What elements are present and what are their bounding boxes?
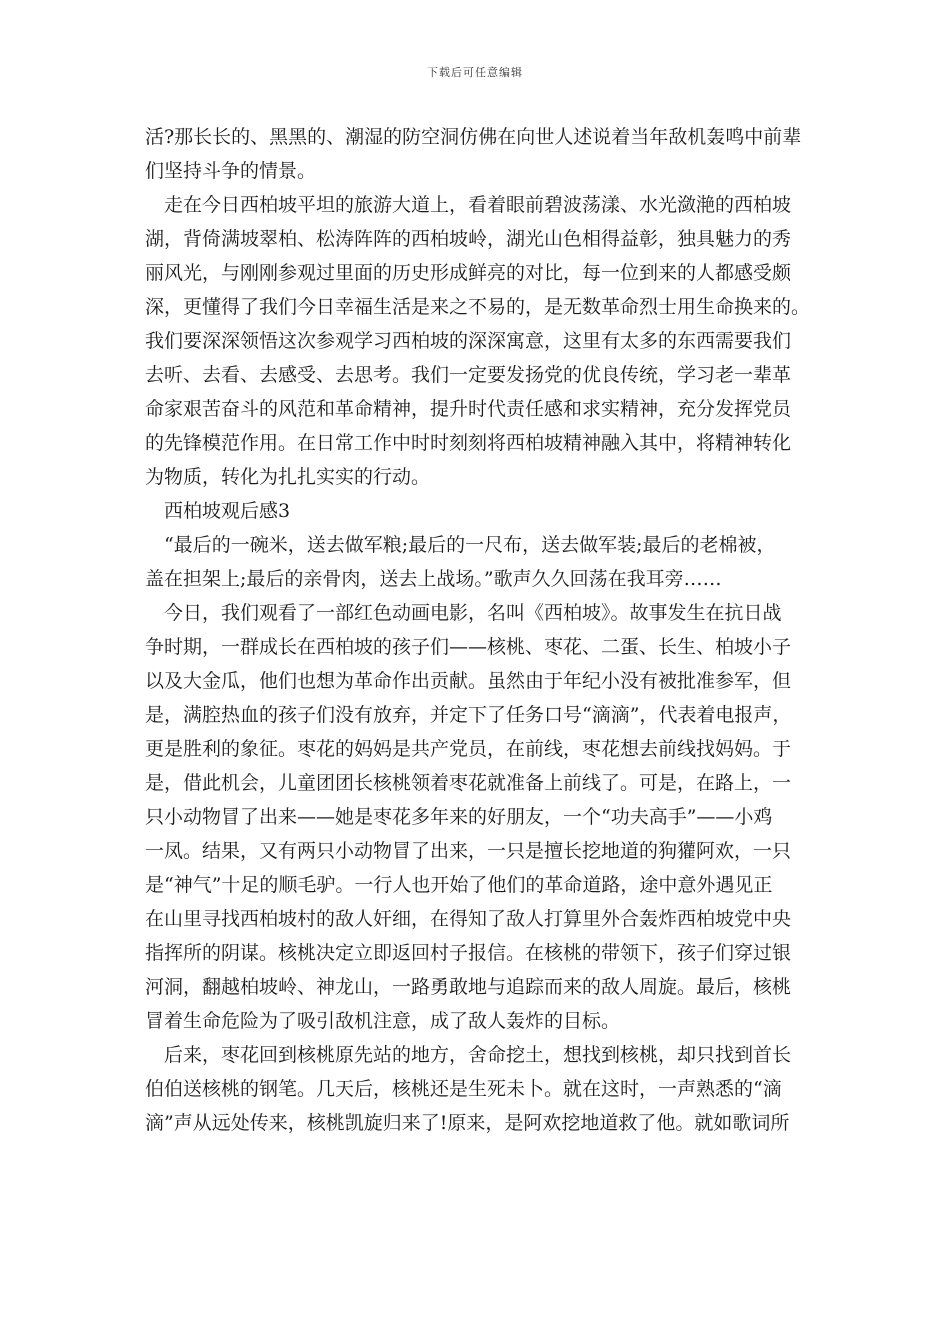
text-line: 冒着生命危险为了吸引敌机注意，成了敌人轰炸的目标。 [145,1010,621,1032]
page-header-note: 下载后可任意编辑 [427,66,523,79]
text-line: 是，借此机会，儿童团团长核桃领着枣花就准备上前线了。可是，在路上，一 [145,772,792,794]
text-line: 们坚持斗争的情景。 [145,160,317,182]
text-line: 走在今日西柏坡平坦的旅游大道上，看着眼前碧波荡漾、水光潋滟的西柏坡 [164,194,792,216]
section-heading: 西柏坡观后感3 [164,500,291,522]
text-line: 是，满腔热血的孩子们没有放弃，并定下了任务口号“滴滴”，代表着电报声， [145,704,792,726]
text-line: 去听、去看、去感受、去思考。我们一定要发扬党的优良传统，学习老一辈革 [145,364,792,386]
text-line: 后来，枣花回到核桃原先站的地方，舍命挖土，想找到核桃，却只找到首长 [164,1044,792,1066]
text-line: 一凤。结果，又有两只小动物冒了出来，一只是擅长挖地道的狗獾阿欢，一只 [145,840,792,862]
text-line: 今日，我们观看了一部红色动画电影，名叫《西柏坡》。故事发生在抗日战 [164,602,782,624]
text-line: “最后的一碗米，送去做军粮;最后的一尺布，送去做军装;最后的老棉被， [164,534,776,556]
text-line: 指挥所的阴谋。核桃决定立即返回村子报信。在核桃的带领下，孩子们穿过银 [145,942,792,964]
text-line: 河洞，翻越柏坡岭、神龙山，一路勇敢地与追踪而来的敌人周旋。最后，核桃 [145,976,792,998]
text-line: 盖在担架上;最后的亲骨肉，送去上战场。”歌声久久回荡在我耳旁…… [145,568,722,590]
text-line: 只小动物冒了出来——她是枣花多年来的好朋友，一个“功夫高手”——小鸡 [145,806,773,828]
text-line: 命家艰苦奋斗的风范和革命精神，提升时代责任感和求实精神，充分发挥党员 [145,398,792,420]
text-line: 争时期，一群成长在西柏坡的孩子们——核桃、枣花、二蛋、长生、柏坡小子 [145,636,792,658]
text-line: 活?那长长的、黑黑的、潮湿的防空洞仿佛在向世人述说着当年敌机轰鸣中前辈 [145,126,802,148]
text-line: 为物质，转化为扎扎实实的行动。 [145,466,431,488]
document-body [145,120,815,1140]
text-line: 以及大金瓜，他们也想为革命作出贡献。虽然由于年纪小没有被批准参军，但 [145,670,792,692]
text-line: 丽风光，与刚刚参观过里面的历史形成鲜亮的对比，每一位到来的人都感受颇 [145,262,792,284]
text-line: 的先锋模范作用。在日常工作中时时刻刻将西柏坡精神融入其中，将精神转化 [145,432,792,454]
text-line: 滴”声从远处传来，核桃凯旋归来了!原来，是阿欢挖地道救了他。就如歌词所 [145,1112,790,1134]
text-line: 是“神气”十足的顺毛驴。一行人也开始了他们的革命道路，途中意外遇见正 [145,874,773,896]
text-line: 湖，背倚满坡翠柏、松涛阵阵的西柏坡岭，湖光山色相得益彰，独具魅力的秀 [145,228,792,250]
text-line: 深，更懂得了我们今日幸福生活是来之不易的，是无数革命烈士用生命换来的。 [145,296,811,318]
text-line: 我们要深深领悟这次参观学习西柏坡的深深寓意，这里有太多的东西需要我们 [145,330,792,352]
text-line: 更是胜利的象征。枣花的妈妈是共产党员，在前线，枣花想去前线找妈妈。于 [145,738,792,760]
text-line: 在山里寻找西柏坡村的敌人奸细，在得知了敌人打算里外合轰炸西柏坡党中央 [145,908,792,930]
text-line: 伯伯送核桃的钢笔。几天后，核桃还是生死未卜。就在这时，一声熟悉的“滴 [145,1078,782,1100]
